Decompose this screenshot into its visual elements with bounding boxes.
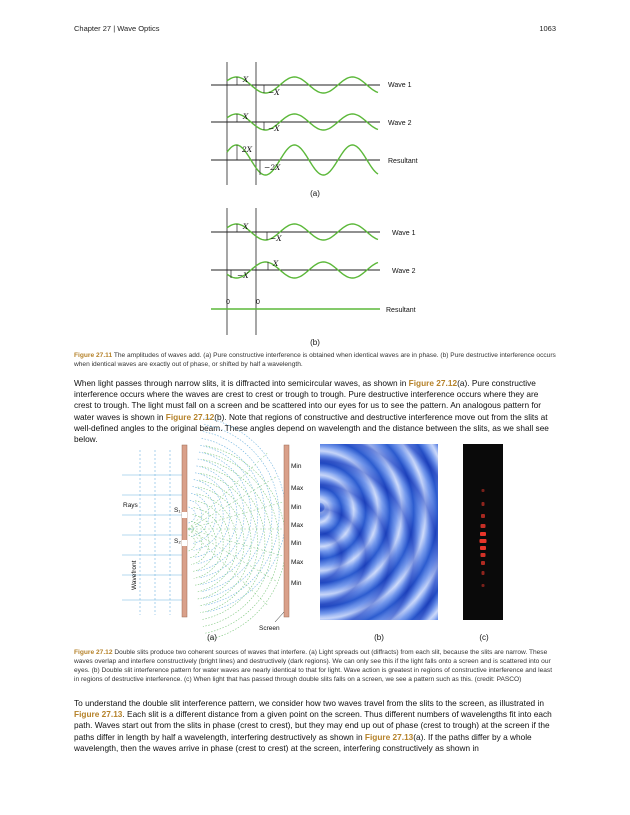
paragraph-2-text-3: (a). If the paths differ by a whole wavelength, then the waves arrive in phase (crest to crest) at the screen, interfering constructively as shown in (74, 731, 532, 753)
resultant-b-zero-left: 0 (226, 299, 230, 306)
figure-27-12-caption (74, 648, 558, 684)
screen-pointer (275, 612, 284, 622)
figure-27-12-link-2[interactable]: Figure 27.12 (165, 411, 215, 422)
wavefront-arc (189, 507, 196, 523)
fringe (480, 539, 487, 543)
screen-mark-min: Min (291, 463, 302, 470)
fig12-panel-a-label: (a) (207, 633, 217, 642)
resultant-b-zero-right: 0 (256, 299, 260, 306)
slit-1 (182, 512, 187, 518)
page-number: 1063 (539, 24, 556, 33)
fig12-panel-b-label: (b) (374, 633, 384, 642)
wavefront-arc (204, 453, 279, 634)
fringe (481, 561, 485, 565)
wave1-b-label: Wave 1 (392, 230, 416, 237)
fringe (482, 502, 485, 506)
paragraph-1-text-1: When light passes through narrow slits, it is diffracted into semicircular waves, as shown in (74, 378, 409, 388)
figure-27-13-link-1[interactable]: Figure 27.13 (74, 709, 123, 720)
figure-27-12-caption-number: Figure 27.12 (74, 649, 113, 656)
wave1-a-label: Wave 1 (388, 82, 412, 89)
figure-27-12-link-1[interactable]: Figure 27.12 (408, 378, 458, 388)
panel-b-label: (b) (310, 338, 320, 347)
slit-2-label: S₂ (174, 538, 181, 545)
resultant-a-amp-top: 2X (242, 145, 253, 154)
interference-line (188, 529, 282, 556)
wavefront-arc (189, 535, 196, 551)
screen-marks (291, 463, 304, 587)
double-slit-pattern-photo (463, 444, 503, 620)
screen-mark-min: Min (291, 540, 302, 547)
wavefront-label: Wavefront (131, 560, 138, 590)
resultant-a-label: Resultant (388, 158, 418, 165)
fringe (480, 532, 486, 536)
wave2-a-amp-bottom: −X (268, 124, 280, 133)
screen-mark-min: Min (291, 580, 302, 587)
fringe (480, 546, 486, 550)
chapter-title: Chapter 27 | Wave Optics (74, 24, 160, 33)
screen-mark-max: Max (291, 559, 304, 566)
wavefront-arc (195, 473, 230, 557)
figure-27-12-caption-text: Double slits produce two coherent sources of waves that interfere. (a) Light spreads out (diffracts) from each slit, because the slits are narrow. These waves overlap and interfere constructively (bright lines) and destructively (dark regions). We can only see this if the light falls onto a screen and is scattered into our eyes. (b) Double slit interference pattern for water waves are nearly identical to that for light. Wave action is greatest in regions of constructive interference and least in regions of destructive interference. (c) When light that has passed through double slits falls on a screen, we see a pattern such as this. (credit: PASCO) (74, 649, 553, 683)
wave2-b-label: Wave 2 (392, 268, 416, 275)
wave1-a-amp-bottom: −X (268, 88, 280, 97)
fringe (481, 524, 486, 528)
screen-mark-max: Max (291, 485, 304, 492)
screen (284, 445, 289, 617)
fringe (482, 489, 485, 492)
fringe (481, 553, 486, 557)
figure-27-11-caption-text: The amplitudes of waves add. (a) Pure constructive interference is obtained when identical waves are in phase. (b) Pure destructive interference occurs when identical waves are exactly out of phase, or shifted by half a wavelength. (74, 352, 556, 368)
wavefront-arc (206, 418, 286, 612)
wavefront-arc (194, 480, 223, 551)
wave2-b-amp-bottom: −X (237, 271, 249, 280)
wave2-a-label: Wave 2 (388, 120, 412, 127)
wave2-a-amp-top: X (243, 112, 249, 121)
fringe (482, 571, 485, 575)
diffraction-wavefronts (188, 418, 286, 640)
wavefront-arc (204, 425, 279, 606)
paragraph-1-text-2: (a). Pure constructive interference occurs where the waves are crest to crest or trough to trough. Pure destructive interference occurs where they are crest to trough. The light must fall on a screen and be scattered into our eyes for us to see the pattern. An analogous pattern for water waves is shown in (74, 378, 542, 422)
wavefront-arc (195, 501, 230, 585)
screen-mark-min: Min (291, 504, 302, 511)
screen-mark-max: Max (291, 522, 304, 529)
wave1-b-amp-top: X (243, 222, 249, 231)
paragraph-2-text-1: To understand the double slit interference pattern, we consider how two waves travel from the slits to the screen, as illustrated in (74, 698, 544, 708)
fig12-panel-c-label: (c) (479, 633, 489, 642)
paragraph-1-text-3: (b). Note that regions of constructive and destructive interference move out from the slits at well-defined angles to the original beam. These angles depend on wavelength and the distance between the slits, as we shall see below. (74, 411, 549, 445)
resultant-a-amp-bottom: −2X (264, 163, 281, 172)
water-wave-interference-overlay (320, 444, 438, 620)
fringe (481, 514, 485, 518)
slit-2 (182, 540, 187, 546)
paragraph-2-text-2: . Each slit is a different distance from a given point on the screen. Thus different numbers of wavelengths fit into each path. Waves start out from the slits in phase (crest to crest), but they may end up out of phase (crest to trough) at the screen if the paths differ in length by half a wavelength, interfering destructively as shown in (74, 709, 552, 742)
slit-1-label: S₁ (174, 507, 181, 514)
barrier (182, 445, 187, 617)
wave1-b-amp-bottom: −X (270, 234, 282, 243)
panel-a-label: (a) (310, 189, 320, 198)
figure-27-11-caption-number: Figure 27.11 (74, 352, 113, 359)
wavefront-arc (191, 493, 209, 536)
fringe (482, 584, 485, 587)
wavefront-arc (199, 480, 251, 606)
wave2-b-amp-top: X (273, 259, 279, 268)
interference-line (188, 502, 282, 529)
resultant-b-label: Resultant (386, 307, 416, 314)
wavefront-arc (199, 452, 251, 578)
figure-27-13-link-2[interactable]: Figure 27.13 (364, 731, 414, 742)
screen-label: Screen (259, 625, 280, 632)
paragraph-2 (74, 698, 558, 754)
wave1-a-amp-top: X (243, 75, 249, 84)
rays-label: Rays (123, 502, 138, 509)
